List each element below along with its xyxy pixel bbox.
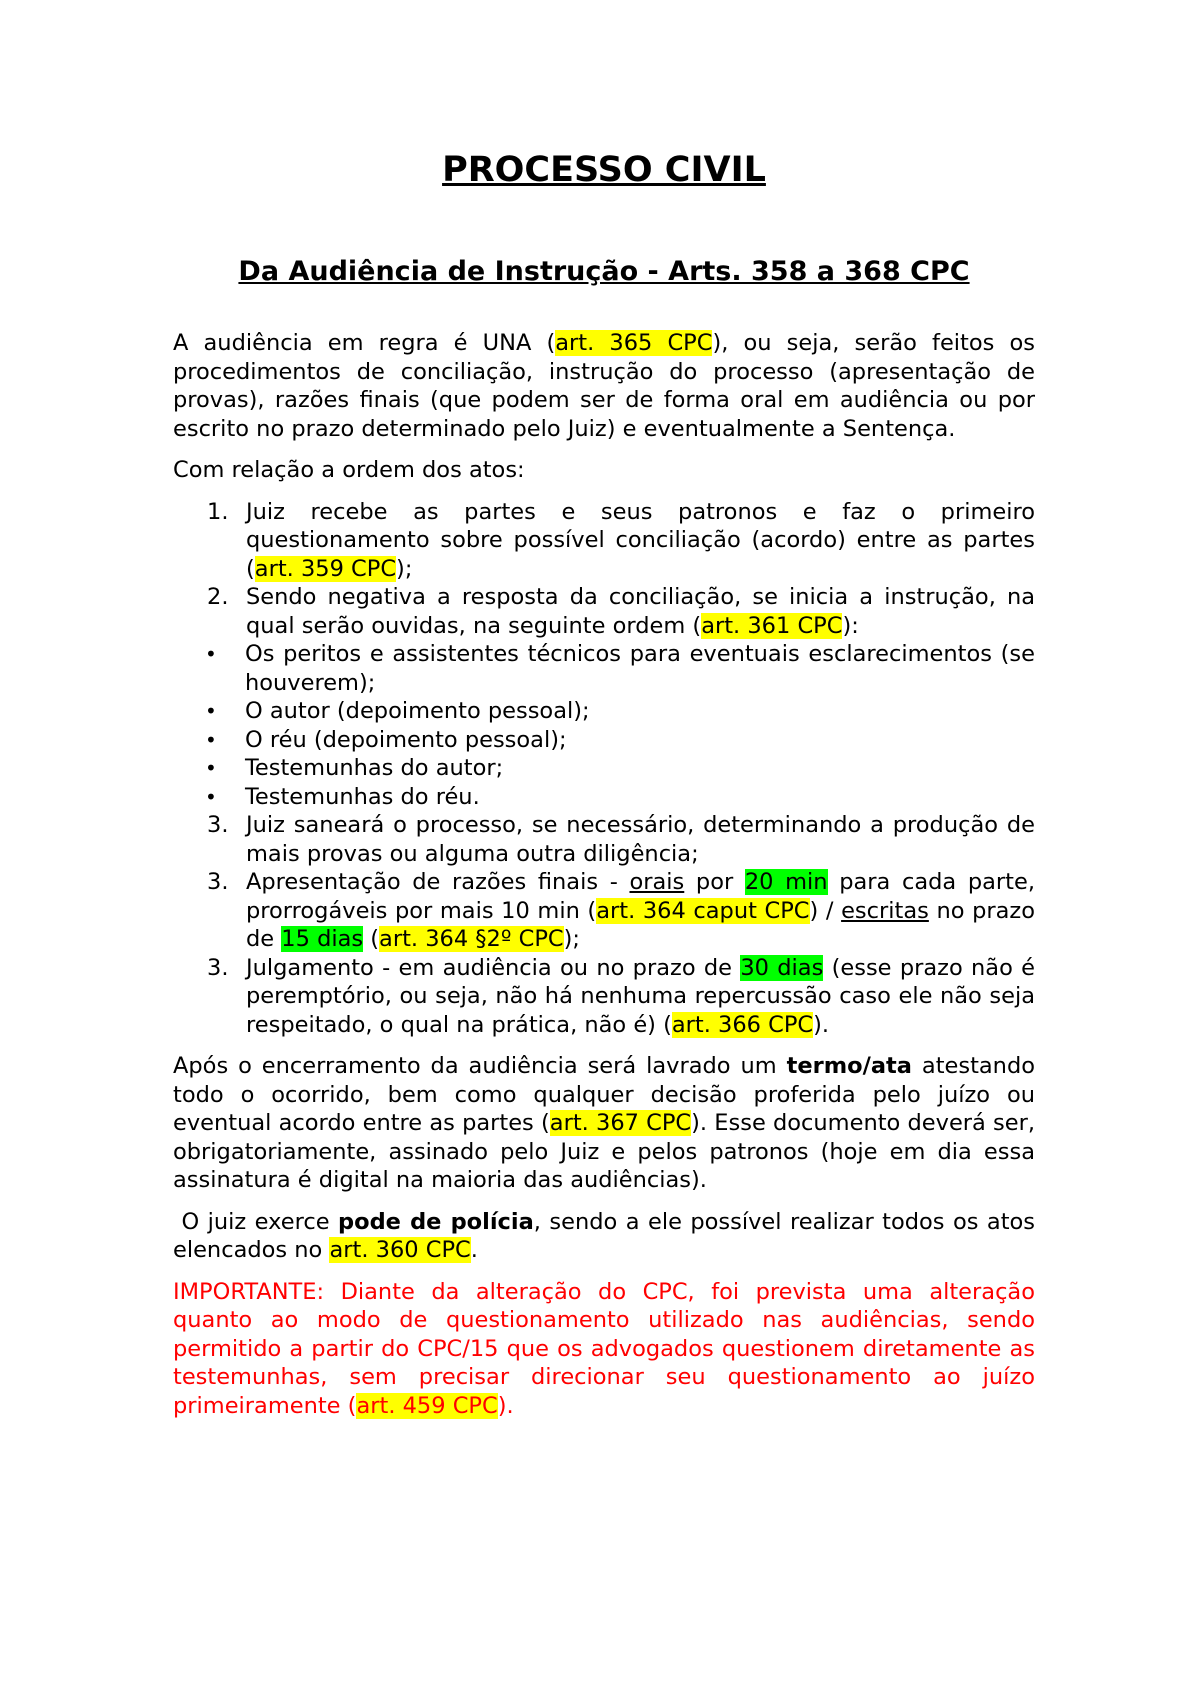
text-run: Os peritos e assistentes técnicos para eventuais esclarecimentos (se houverem); [245,641,1035,696]
text-run: Apresentação de razões finais - [246,869,630,895]
text-run: O juiz exerce [173,1208,338,1235]
paragraph-termo-ata [173,1052,1035,1195]
text-run: A audiência em regra é UNA ( [173,330,556,356]
sub-list-item [173,754,1035,783]
paragraph-importante [173,1278,1035,1421]
text-run: Após o encerramento da audiência será lavrado um [173,1053,787,1079]
text-run: no prazo de [246,897,1035,952]
paragraph-intro: Com relação a ordem dos atos: [173,457,525,483]
article-reference: art. 366 CPC [671,1011,814,1038]
deadline-highlight: 30 dias [740,954,824,981]
hearing-order-list [173,640,1035,811]
deadline-highlight: 20 min [744,869,828,895]
text-run: Testemunhas do réu. [245,783,480,810]
underlined-term: escritas [841,897,929,924]
text-run: (esse prazo não é peremptório, ou seja, não há nenhuma repercussão caso ele não seja respeitado, o qual na prática, não é) ( [246,954,1035,1038]
text-run: para cada parte, prorrogáveis por mais 10 min ( [246,869,1035,924]
text-run: O autor (depoimento pessoal); [245,698,590,724]
text-run: Juiz recebe as partes e seus patronos e faz o primeiro questionamento sobre possível conciliação (acordo) entre as partes ( [246,498,1035,582]
text-run: ). [813,1011,830,1038]
underlined-term: orais [629,869,685,895]
text-run: Sendo negativa a resposta da conciliação, se inicia a instrução, na qual serão ouvidas, na seguinte ordem ( [246,584,1035,639]
text-run: ). Esse documento deverá ser, obrigatoriamente, assinado pelo Juiz e pelos patronos (hoje em dia essa assinatura é digital na maioria das audiências). [173,1110,1035,1193]
list-number: 1. [207,498,229,525]
bullet-icon: • [205,784,217,809]
text-run: ) / [809,897,842,924]
bullet-icon: • [205,642,217,666]
bullet-icon: • [205,756,217,780]
bullet-icon: • [205,699,217,723]
sub-list-item [173,783,1035,812]
list-number: 2. [207,584,229,610]
text-run: ( [363,926,380,952]
article-reference: art. 364 caput CPC [596,897,810,924]
article-reference: art. 459 CPC [356,1392,498,1419]
list-item [173,498,1035,584]
article-reference: art. 361 CPC [701,612,843,639]
list-item [173,954,1035,1040]
article-reference: art. 359 CPC [254,555,397,582]
paragraph-poder-policia [173,1208,1043,1265]
sub-list-item [173,640,1035,697]
list-number: 3. [207,812,229,838]
steps-list [173,498,1035,641]
text-run: Testemunhas do autor; [245,755,504,781]
list-item [173,583,1035,640]
sub-list-item [173,697,1035,726]
sub-list-item [173,726,1035,755]
text-run: ); [396,555,413,582]
list-item [173,868,1035,954]
text-run: , sendo a ele possível realizar todos os atos elencados no [173,1208,1043,1263]
article-reference: art. 367 CPC [549,1110,692,1136]
list-number: 3. [207,869,229,895]
paragraph-una [173,329,1035,443]
list-item [173,811,1035,868]
text-run: atestando todo o ocorrido, bem como qualquer decisão proferida pelo juízo ou eventual acordo entre as partes ( [173,1053,1035,1136]
text-run: ); [563,926,580,952]
article-reference: art. 364 §2º CPC [379,926,564,952]
deadline-highlight: 15 dias [281,926,364,952]
list-number: 3. [207,954,229,981]
text-run: ), ou seja, serão feitos os procedimentos de conciliação, instrução do processo (apresentação de provas), razões finais (que podem ser de forma oral em audiência ou por escrito no prazo determinado pelo Juiz) e eventualmente a Sentença. [173,330,1035,442]
text-run: IMPORTANTE: Diante da alteração do CPC, foi prevista uma alteração quanto ao modo de questionamento utilizado nas audiências, sendo permitido a partir do CPC/15 que os advogados questionem diretamente as testemunhas, sem precisar direcionar seu questionamento ao juízo primeiramente ( [173,1278,1035,1419]
text-run: O réu (depoimento pessoal); [245,726,567,753]
document-page [173,120,1043,1420]
text-run: ): [842,612,859,639]
bold-term: termo/ata [786,1053,912,1079]
text-run: ). [497,1392,514,1419]
bold-term: pode de polícia [338,1208,534,1235]
text-run: Juiz saneará o processo, se necessário, determinando a produção de mais provas ou alguma outra diligência; [246,812,1035,867]
text-run: . [470,1237,478,1263]
document-subtitle: Da Audiência de Instrução - Arts. 358 a 368 CPC [238,256,970,287]
document-title: PROCESSO CIVIL [442,150,766,190]
article-reference: art. 365 CPC [555,330,713,356]
bullet-icon: • [205,727,217,752]
text-run: Julgamento - em audiência ou no prazo de [246,954,741,981]
text-run: por [684,869,745,895]
steps-list-continued [173,811,1035,1039]
article-reference: art. 360 CPC [329,1237,471,1263]
